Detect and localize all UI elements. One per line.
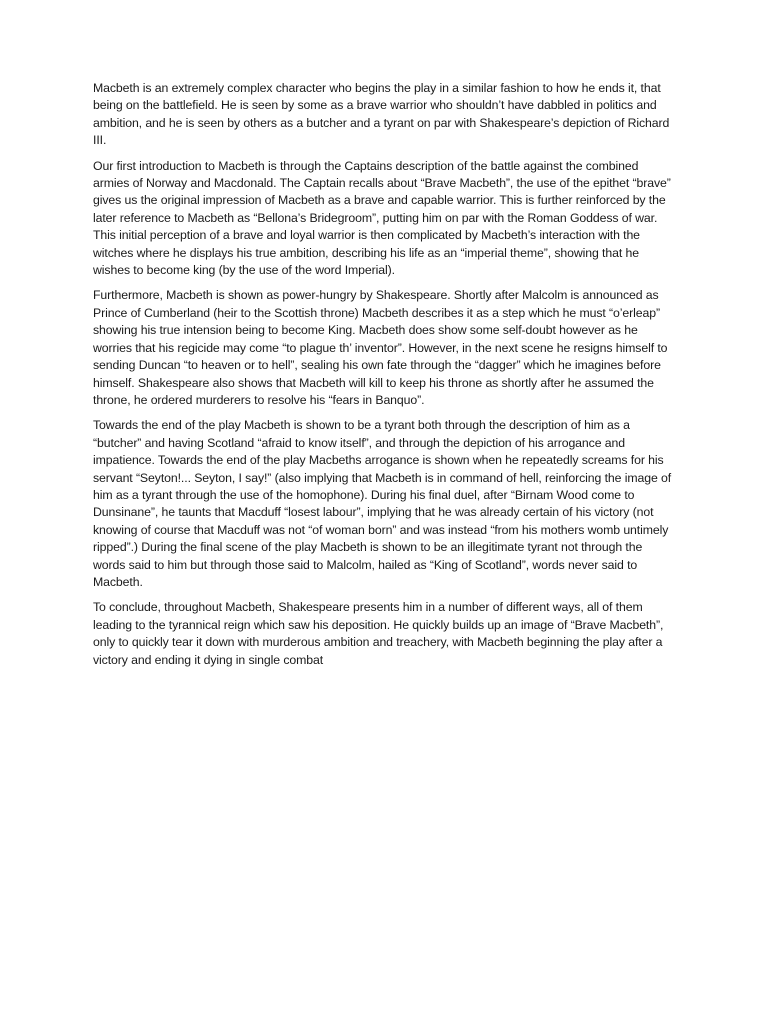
document-body xyxy=(93,80,675,677)
paragraph-brave-warrior: Our first introduction to Macbeth is through the Captains description of the battle against the combined armies of Norway and Macdonald. The Captain recalls about “Brave Macbeth”, the use of the epithet “brave” gives us the original impression of Macbeth as a brave and capable warrior. This is further reinforced by the later reference to Macbeth as “Bellona’s Bridegroom”, putting him on par with the Roman Goddess of war. This initial perception of a brave and loyal warrior is then complicated by Macbeth’s interaction with the witches where he displays his true ambition, describing his life as an “imperial theme”, showing that he wishes to become king (by the use of the word Imperial). xyxy=(93,158,671,278)
paragraph-tyrant: Towards the end of the play Macbeth is shown to be a tyrant both through the description of him as a “butcher” and having Scotland “afraid to know itself”, and through the depiction of his arrogance and impatience. Towards the end of the play Macbeths arrogance is shown when he repeatedly screams for his servant “Seyton!... Seyton, I say!” (also implying that Macbeth is in command of hell, reinforcing the image of him as a tyrant through the use of the homophone). During his final duel, after “Birnam Wood come to Dunsinane”, he taunts that Macduff “losest labour”, implying that he was already certain of his victory (not knowing of course that Macduff was not “of woman born” and was instead “from his mothers womb untimely ripped”.) During the final scene of the play Macbeth is shown to be an illegitimate tyrant not through the words said to him but through those said to Malcolm, hailed as “King of Scotland”, words never said to Macbeth. xyxy=(93,418,672,589)
paragraph-introduction: Macbeth is an extremely complex character who begins the play in a similar fashion to how he ends it, that being on the battlefield. He is seen by some as a brave warrior who shouldn’t have dabbled in politics and ambition, and he is seen by others as a butcher and a tyrant on par with Shakespeare’s depiction of Richard III. xyxy=(93,81,670,148)
paragraph-power-hungry: Furthermore, Macbeth is shown as power-hungry by Shakespeare. Shortly after Malcolm is announced as Prince of Cumberland (heir to the Scottish throne) Macbeth describes it as a step which he must “o’erleap” showing his true intension being to become King. Macbeth does show some self-doubt however as he worries that his regicide may come “to plague th’ inventor”. However, in the next scene he resigns himself to sending Duncan “to heaven or to hell”, sealing his own fate through the “dagger” which he imagines before himself. Shakespeare also shows that Macbeth will kill to keep his throne as shortly after he assumed the throne, he ordered murderers to resolve his “fears in Banquo”. xyxy=(93,288,668,407)
paragraph-conclusion: To conclude, throughout Macbeth, Shakespeare presents him in a number of different ways, all of them leading to the tyrannical reign which saw his deposition. He quickly builds up an image of “Brave Macbeth”, only to quickly tear it down with murderous ambition and treachery, with Macbeth beginning the play after a victory and ending it dying in single combat xyxy=(93,600,664,667)
